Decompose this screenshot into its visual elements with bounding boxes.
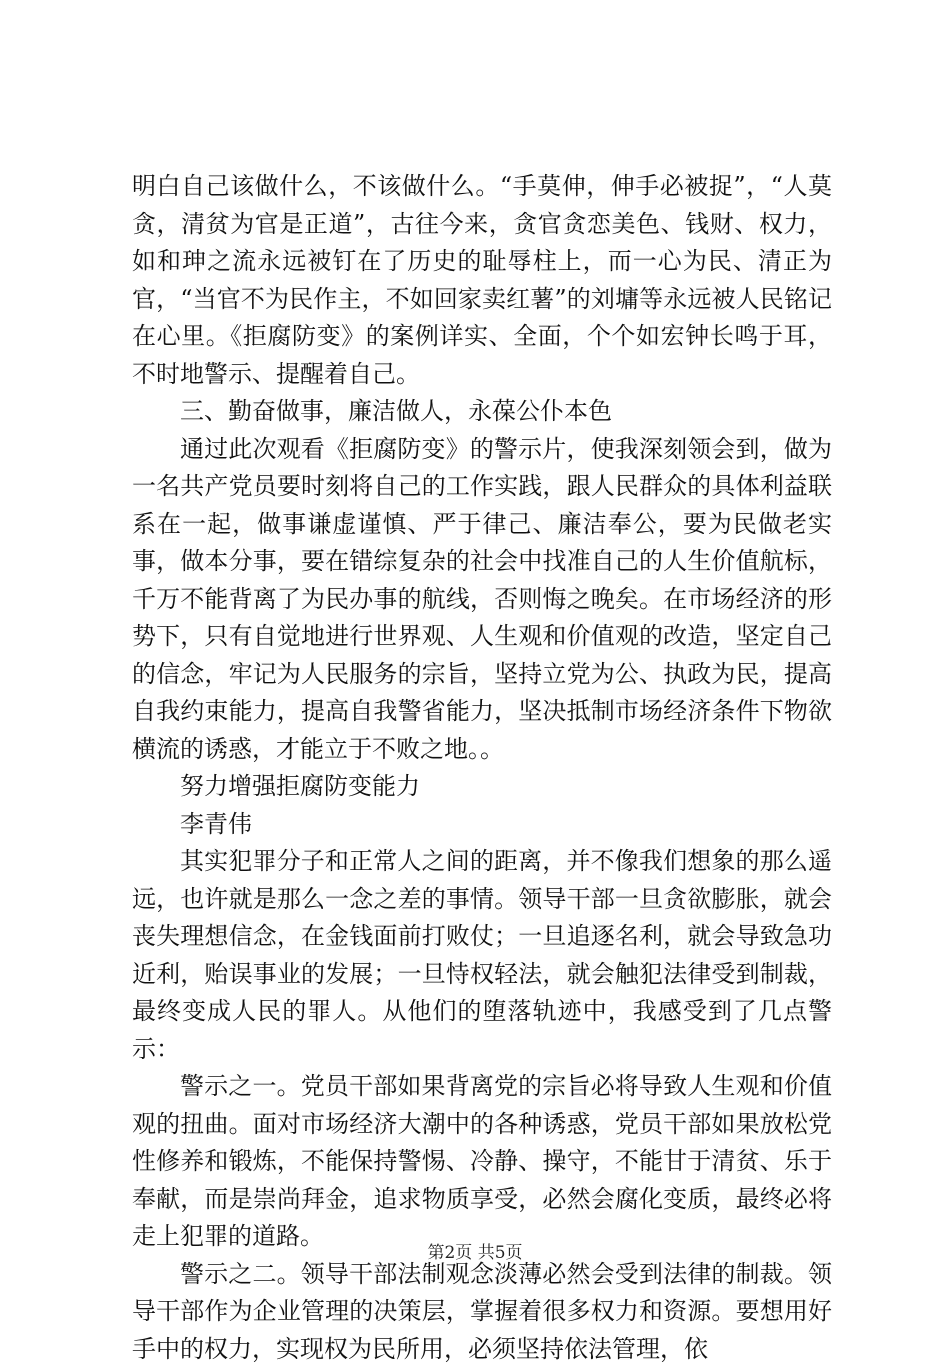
page-number: 第2页 共5页 [427, 1243, 522, 1263]
warning-1-paragraph: 警示之一。党员干部如果背离党的宗旨必将导致人生观和价值观的扭曲。面对市场经济大潮中的各种诱惑，党员干部如果放松党性修养和锻炼，不能保持警惕、冷静、操守，不能甘于清贫、乐于奉献，而是崇尚拜金，追求物质享受，必然会腐化变质，最终必将走上犯罪的道路。 [132, 1068, 832, 1256]
article-author: 李青伟 [132, 806, 832, 844]
warning-2-paragraph: 警示之二。领导干部法制观念淡薄必然会受到法律的制裁。领导干部作为企业管理的决策层，掌握着很多权力和资源。要想用好手中的权力，实现权为民所用，必须坚持依法管理，依 [132, 1256, 832, 1368]
section-heading-3: 三、勤奋做事，廉洁做人，永葆公仆本色 [132, 393, 832, 431]
page-footer [0, 1238, 950, 1263]
paragraph-1: 明白自己该做什么，不该做什么。“手莫伸，伸手必被捉”，“人莫贪，清贫为官是正道”，古往今来，贪官贪恋美色、钱财、权力，如和珅之流永远被钉在了历史的耻辱柱上，而一心为民、清正为官，“当官不为民作主，不如回家卖红薯”的刘墉等永远被人民铭记在心里。《拒腐防变》的案例详实、全面，个个如宏钟长鸣于耳，不时地警示、提醒着自己。 [132, 168, 832, 393]
document-body [132, 168, 832, 1368]
paragraph-2: 通过此次观看《拒腐防变》的警示片，使我深刻领会到，做为一名共产党员要时刻将自己的工作实践，跟人民群众的具体利益联系在一起，做事谦虚谨慎、严于律己、廉洁奉公，要为民做老实事，做本分事，要在错综复杂的社会中找准自己的人生价值航标，千万不能背离了为民办事的航线，否则悔之晚矣。在市场经济的形势下，只有自觉地进行世界观、人生观和价值观的改造，坚定自己的信念，牢记为人民服务的宗旨，坚持立党为公、执政为民，提高自我约束能力，提高自我警省能力，坚决抵制市场经济条件下物欲横流的诱惑，才能立于不败之地。。 [132, 431, 832, 769]
article-title: 努力增强拒腐防变能力 [132, 768, 832, 806]
paragraph-3: 其实犯罪分子和正常人之间的距离，并不像我们想象的那么遥远，也许就是那么一念之差的事情。领导干部一旦贪欲膨胀，就会丧失理想信念，在金钱面前打败仗；一旦追逐名利，就会导致急功近利，贻误事业的发展；一旦恃权轻法，就会触犯法律受到制裁，最终变成人民的罪人。从他们的堕落轨迹中，我感受到了几点警示： [132, 843, 832, 1068]
